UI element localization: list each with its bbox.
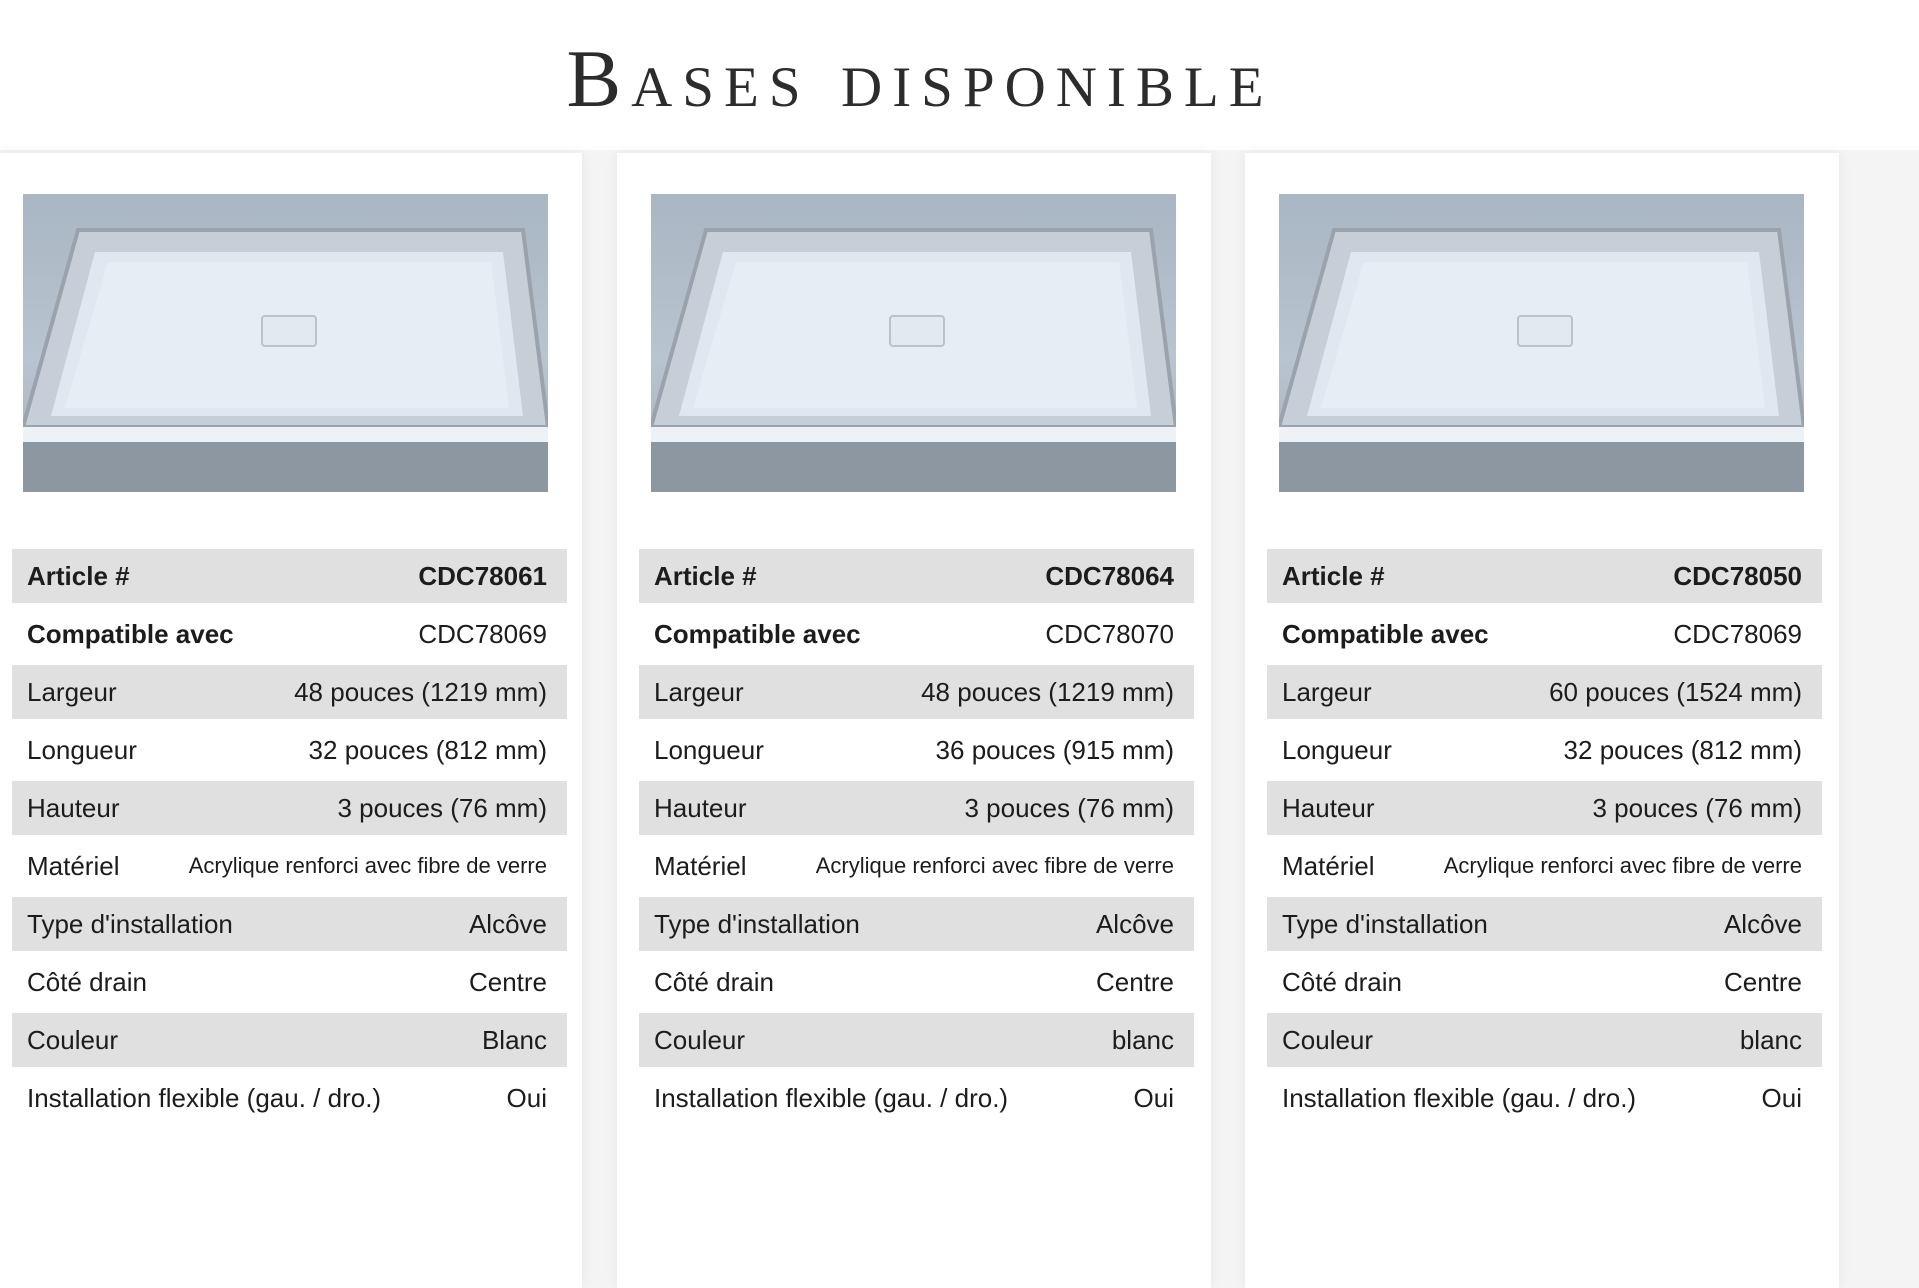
spec-value: Acrylique renforci avec fibre de verre	[188, 853, 547, 878]
shower-base-illustration	[651, 194, 1176, 492]
spec-value: 60 pouces (1524 mm)	[1549, 676, 1802, 707]
shower-base-image[interactable]	[651, 194, 1176, 492]
spec-table	[1267, 547, 1822, 1127]
spec-label: Largeur	[1282, 676, 1372, 707]
spec-row-compatible	[639, 605, 1194, 663]
spec-value: Oui	[506, 1082, 547, 1113]
spec-table	[12, 547, 567, 1127]
spec-row-cote-drain	[1267, 953, 1822, 1011]
spec-value: 36 pouces (915 mm)	[935, 734, 1174, 765]
spec-value: Alcôve	[1095, 908, 1174, 939]
spec-value: blanc	[1111, 1024, 1174, 1055]
spec-row-largeur	[12, 665, 567, 719]
spec-row-couleur	[639, 1013, 1194, 1067]
spec-label: Type d'installation	[654, 908, 860, 939]
spec-row-installation-flexible	[1267, 1069, 1822, 1127]
spec-label: Longueur	[1282, 734, 1392, 765]
spec-value: Alcôve	[468, 908, 547, 939]
spec-label: Largeur	[27, 676, 117, 707]
spec-row-hauteur	[12, 781, 567, 835]
spec-label: Article #	[1282, 560, 1385, 591]
spec-value: 48 pouces (1219 mm)	[294, 676, 547, 707]
spec-row-installation-flexible	[12, 1069, 567, 1127]
spec-label: Hauteur	[27, 792, 120, 823]
spec-row-hauteur	[639, 781, 1194, 835]
spec-label: Compatible avec	[1282, 618, 1489, 649]
spec-row-materiel	[12, 837, 567, 895]
spec-label: Installation flexible (gau. / dro.)	[1282, 1082, 1637, 1113]
spec-value: Centre	[468, 966, 547, 997]
shower-base-image[interactable]	[1279, 194, 1804, 492]
spec-label: Installation flexible (gau. / dro.)	[27, 1082, 382, 1113]
spec-value: 3 pouces (76 mm)	[964, 792, 1174, 823]
spec-value: CDC78069	[1673, 618, 1802, 649]
spec-label: Type d'installation	[1282, 908, 1488, 939]
spec-table	[639, 547, 1194, 1127]
spec-label: Matériel	[654, 850, 747, 881]
spec-label: Côté drain	[1282, 966, 1402, 997]
spec-value: Oui	[1133, 1082, 1174, 1113]
spec-label: Côté drain	[654, 966, 774, 997]
spec-row-hauteur	[1267, 781, 1822, 835]
spec-value: 32 pouces (812 mm)	[1563, 734, 1802, 765]
spec-label: Hauteur	[654, 792, 747, 823]
spec-label: Longueur	[27, 734, 137, 765]
spec-row-materiel	[1267, 837, 1822, 895]
spec-value: Alcôve	[1723, 908, 1802, 939]
spec-value: CDC78070	[1045, 618, 1174, 649]
spec-row-largeur	[1267, 665, 1822, 719]
spec-label: Longueur	[654, 734, 764, 765]
spec-label: Compatible avec	[27, 618, 234, 649]
spec-value: blanc	[1739, 1024, 1802, 1055]
spec-row-couleur	[1267, 1013, 1822, 1067]
spec-row-longueur	[639, 721, 1194, 779]
spec-label: Couleur	[1282, 1024, 1374, 1055]
spec-row-compatible	[12, 605, 567, 663]
spec-value: CDC78064	[1045, 560, 1174, 591]
spec-row-type-installation	[12, 897, 567, 951]
spec-label: Couleur	[27, 1024, 119, 1055]
spec-label: Matériel	[1282, 850, 1375, 881]
spec-label: Type d'installation	[27, 908, 233, 939]
spec-label: Article #	[27, 560, 130, 591]
page-title: Bases disponible	[566, 33, 1274, 124]
spec-row-article	[1267, 549, 1822, 603]
spec-value: Acrylique renforci avec fibre de verre	[1443, 853, 1802, 878]
spec-row-article	[639, 549, 1194, 603]
spec-label: Matériel	[27, 850, 120, 881]
spec-row-article	[12, 549, 567, 603]
spec-label: Largeur	[654, 676, 744, 707]
spec-value: CDC78061	[418, 560, 547, 591]
spec-value: 48 pouces (1219 mm)	[921, 676, 1174, 707]
spec-value: CDC78069	[418, 618, 547, 649]
spec-value: Acrylique renforci avec fibre de verre	[815, 853, 1174, 878]
spec-row-materiel	[639, 837, 1194, 895]
spec-value: 3 pouces (76 mm)	[1592, 792, 1802, 823]
spec-label: Article #	[654, 560, 757, 591]
spec-value: Centre	[1095, 966, 1174, 997]
spec-row-compatible	[1267, 605, 1822, 663]
spec-row-type-installation	[1267, 897, 1822, 951]
shower-base-illustration	[1279, 194, 1804, 492]
spec-value: Oui	[1761, 1082, 1802, 1113]
spec-row-installation-flexible	[639, 1069, 1194, 1127]
spec-value: 32 pouces (812 mm)	[308, 734, 547, 765]
product-card	[617, 153, 1211, 1288]
spec-label: Côté drain	[27, 966, 147, 997]
spec-row-cote-drain	[639, 953, 1194, 1011]
spec-row-type-installation	[639, 897, 1194, 951]
spec-row-largeur	[639, 665, 1194, 719]
shower-base-illustration	[23, 194, 548, 492]
shower-base-image[interactable]	[23, 194, 548, 492]
spec-value: Centre	[1723, 966, 1802, 997]
spec-row-cote-drain	[12, 953, 567, 1011]
spec-label: Hauteur	[1282, 792, 1375, 823]
spec-value: Blanc	[481, 1024, 547, 1055]
spec-value: CDC78050	[1673, 560, 1802, 591]
spec-label: Couleur	[654, 1024, 746, 1055]
spec-label: Installation flexible (gau. / dro.)	[654, 1082, 1009, 1113]
product-card	[0, 153, 582, 1288]
spec-row-longueur	[1267, 721, 1822, 779]
spec-label: Compatible avec	[654, 618, 861, 649]
spec-row-longueur	[12, 721, 567, 779]
spec-value: 3 pouces (76 mm)	[337, 792, 547, 823]
product-card	[1245, 153, 1839, 1288]
spec-row-couleur	[12, 1013, 567, 1067]
product-cards	[0, 153, 1919, 1288]
